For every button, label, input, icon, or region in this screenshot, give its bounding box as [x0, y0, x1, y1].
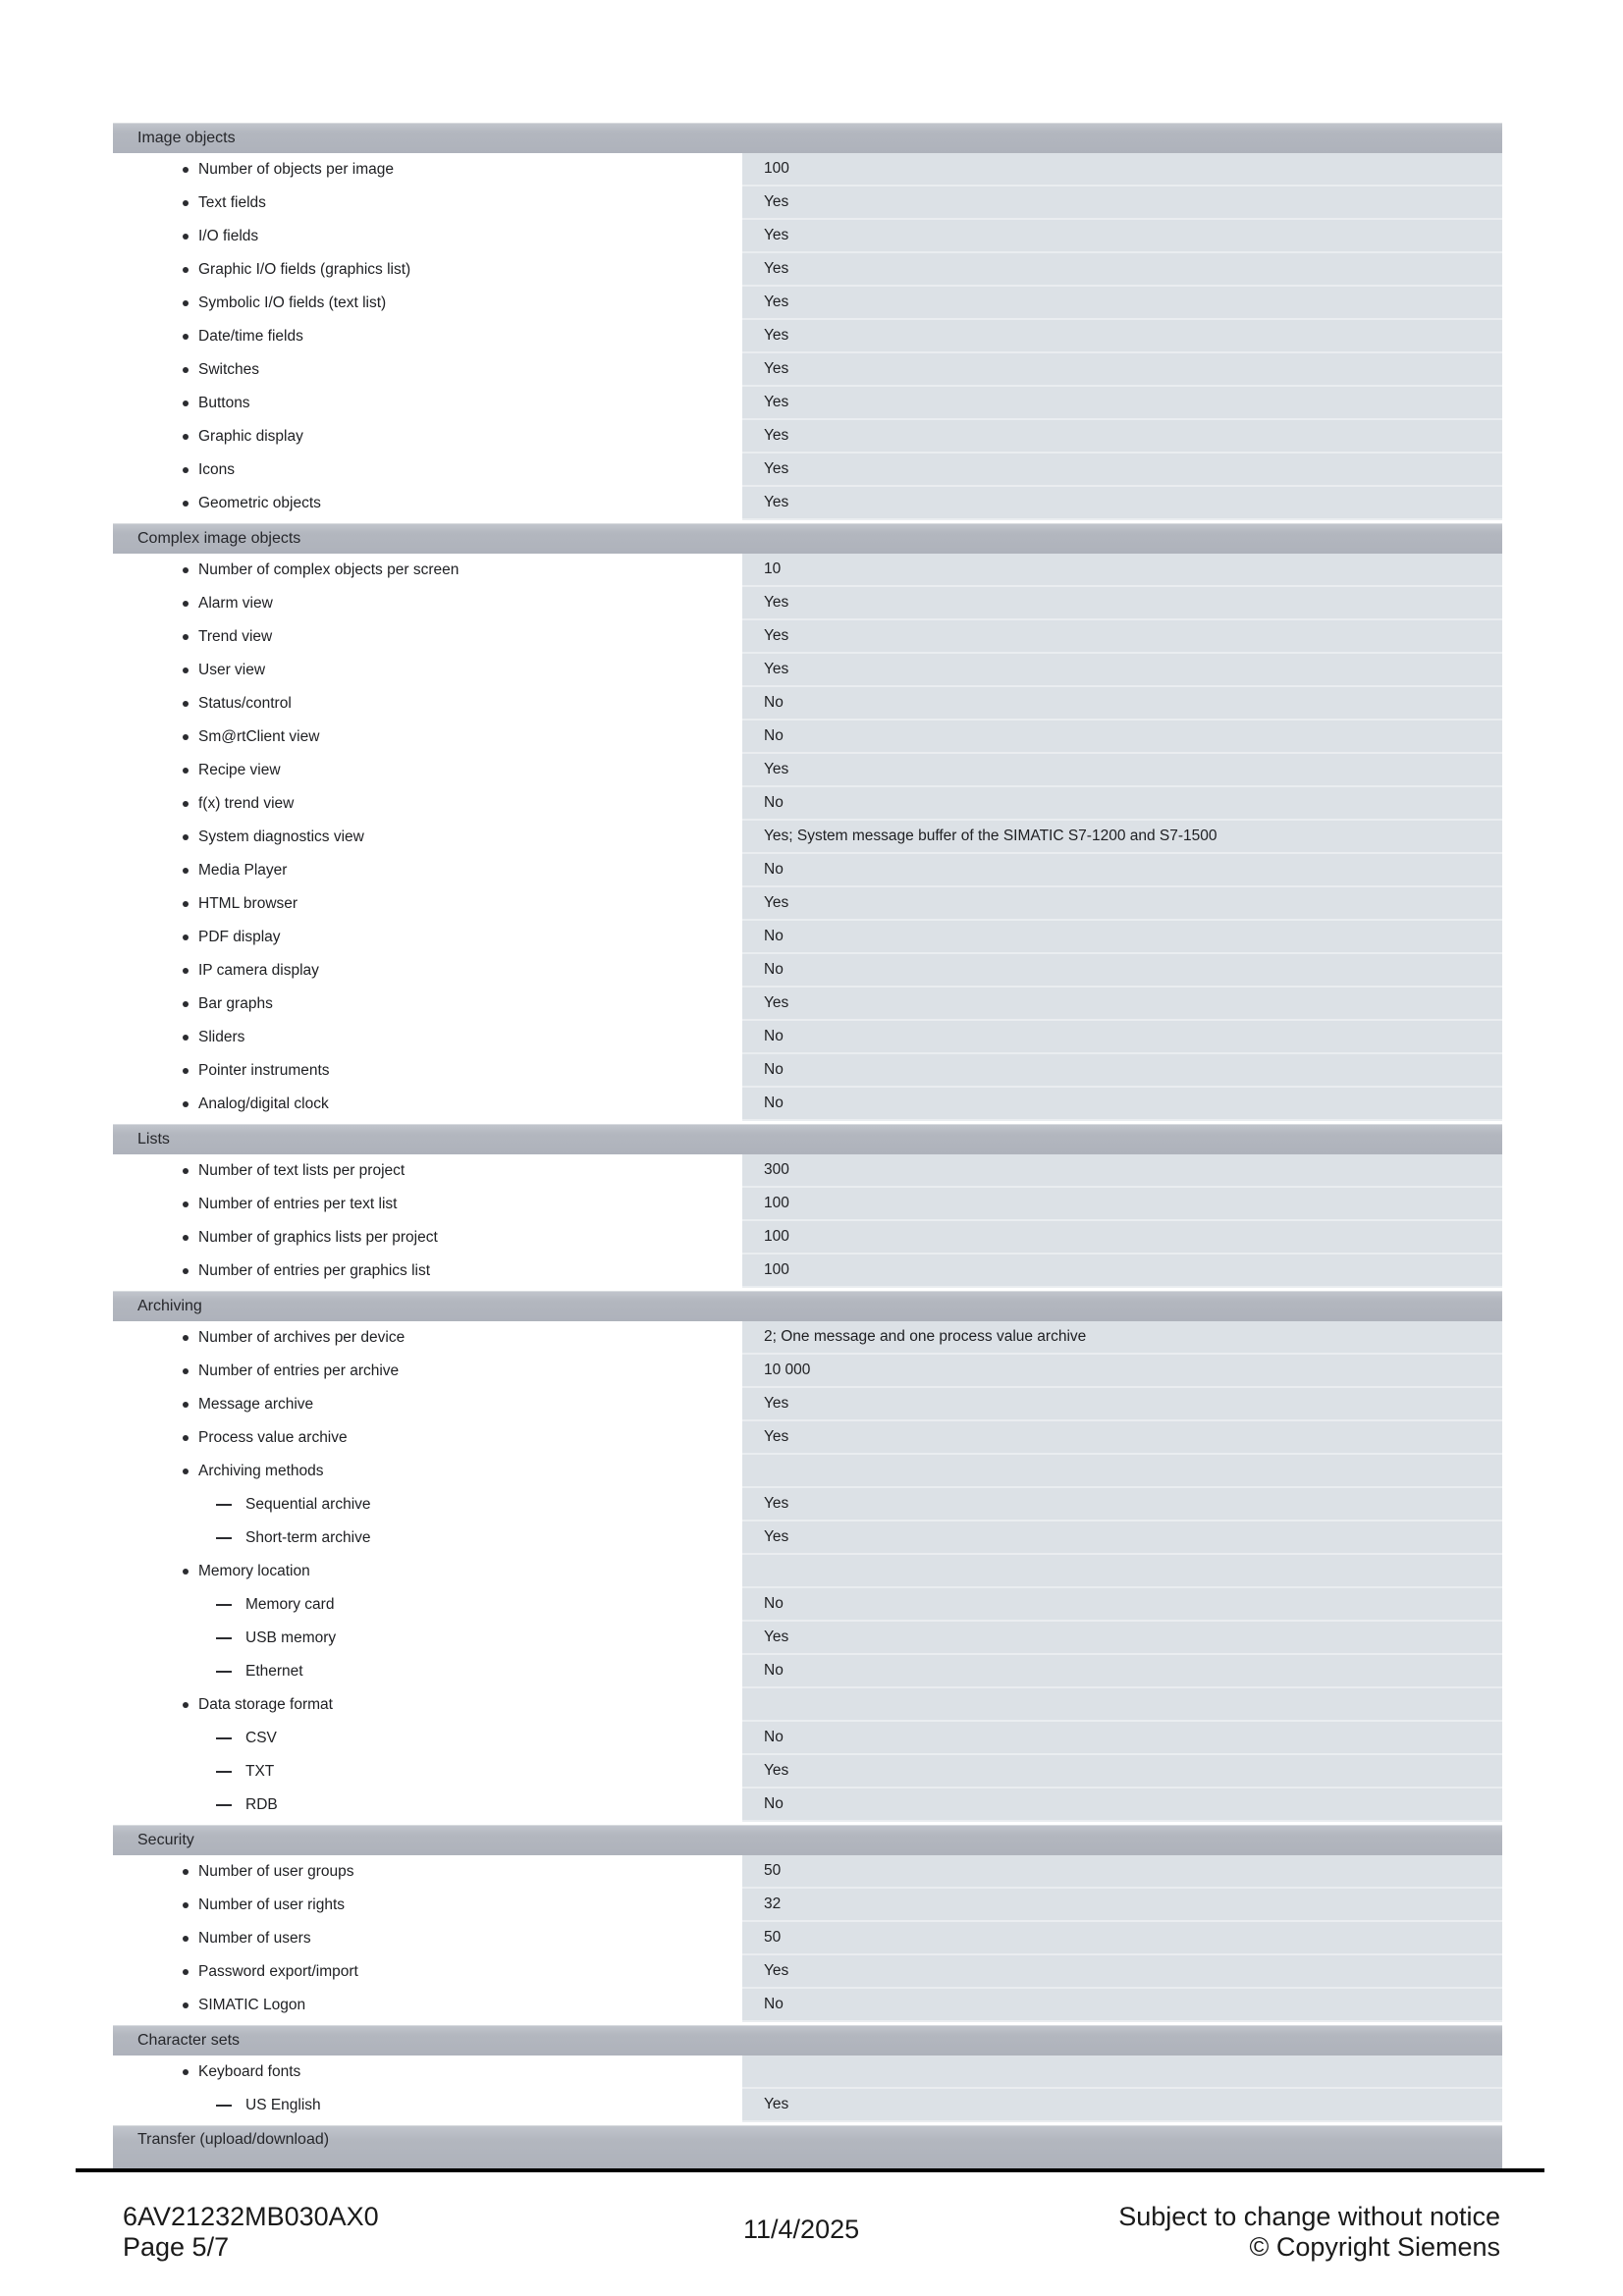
row-value: No	[742, 954, 1502, 988]
row-label-text: Number of entries per archive	[198, 1362, 400, 1379]
row-value: Yes	[742, 220, 1502, 253]
row-value: Yes	[742, 287, 1502, 320]
row-value: Yes	[742, 454, 1502, 487]
row-value: No	[742, 687, 1502, 721]
row-value: No	[742, 1021, 1502, 1054]
copyright: © Copyright Siemens	[1249, 2232, 1500, 2262]
row-label-text: Graphic I/O fields (graphics list)	[198, 261, 411, 278]
row-value: 32	[742, 1889, 1502, 1922]
row-label-text: Number of text lists per project	[198, 1162, 406, 1179]
section-title: Image objects	[137, 130, 236, 146]
footer-left	[123, 2202, 379, 2263]
row-label-text: Date/time fields	[198, 328, 303, 345]
row-value: No	[742, 1088, 1502, 1121]
row-value: 50	[742, 1922, 1502, 1955]
row-value: Yes	[742, 320, 1502, 353]
section-title: Lists	[137, 1131, 170, 1148]
page-number: Page 5/7	[123, 2232, 230, 2262]
row-label-text: Ethernet	[245, 1663, 303, 1680]
row-value: Yes	[742, 1622, 1502, 1655]
row-label-text: Number of entries per graphics list	[198, 1262, 431, 1279]
row-label-text: Password export/import	[198, 1963, 358, 1980]
change-notice: Subject to change without notice	[1118, 2202, 1500, 2231]
row-label-text: Memory card	[245, 1596, 335, 1613]
row-value: No	[742, 921, 1502, 954]
row-label-text: Number of graphics lists per project	[198, 1229, 438, 1246]
row-label-text: Symbolic I/O fields (text list)	[198, 294, 387, 311]
row-value: 100	[742, 1221, 1502, 1255]
footer-date: 11/4/2025	[743, 2215, 860, 2244]
row-value: Yes	[742, 1388, 1502, 1421]
row-label-text: RDB	[245, 1796, 278, 1813]
row-label-text: Text fields	[198, 194, 266, 211]
row-label-text: Number of user groups	[198, 1863, 354, 1880]
row-label-text: Number of archives per device	[198, 1329, 406, 1346]
row-label-text: f(x) trend view	[198, 795, 295, 812]
row-value: No	[742, 787, 1502, 821]
row-label-text: US English	[245, 2097, 321, 2113]
row-value: Yes	[742, 387, 1502, 420]
row-value: No	[742, 1722, 1502, 1755]
row-value: No	[742, 1655, 1502, 1688]
row-label-text: Recipe view	[198, 762, 281, 778]
row-label-text: Bar graphs	[198, 995, 273, 1012]
row-value: No	[742, 1054, 1502, 1088]
row-value: Yes	[742, 487, 1502, 520]
row-value: Yes	[742, 2089, 1502, 2122]
row-label-text: Status/control	[198, 695, 292, 712]
row-label-text: USB memory	[245, 1629, 337, 1646]
row-label-text: PDF display	[198, 929, 281, 945]
row-label-text: System diagnostics view	[198, 828, 364, 845]
order-number: 6AV21232MB030AX0	[123, 2202, 379, 2231]
row-value: Yes	[742, 187, 1502, 220]
row-label-text: IP camera display	[198, 962, 319, 979]
row-value: 300	[742, 1154, 1502, 1188]
footer-right	[1118, 2202, 1500, 2263]
row-label-text: Media Player	[198, 862, 288, 879]
row-label-text: CSV	[245, 1730, 277, 1746]
row-value: Yes	[742, 420, 1502, 454]
row-label-text: Alarm view	[198, 595, 273, 612]
row-value: Yes	[742, 620, 1502, 654]
row-value: No	[742, 1789, 1502, 1822]
row-label-text: Number of objects per image	[198, 161, 395, 178]
row-value: No	[742, 1989, 1502, 2022]
row-value: Yes	[742, 654, 1502, 687]
row-value: 10	[742, 554, 1502, 587]
row-label-text: Process value archive	[198, 1429, 348, 1446]
section-title: Security	[137, 1832, 194, 1848]
row-label-text: Sm@rtClient view	[198, 728, 320, 745]
row-label-text: Geometric objects	[198, 495, 321, 511]
row-value: 10 000	[742, 1355, 1502, 1388]
row-value: Yes	[742, 1755, 1502, 1789]
row-value: Yes	[742, 1488, 1502, 1522]
row-label-text: Buttons	[198, 395, 250, 411]
row-label-text: User view	[198, 662, 266, 678]
row-value: Yes; System message buffer of the SIMATIC S7-1200 and S7-1500	[742, 821, 1502, 854]
row-label-text: Number of users	[198, 1930, 311, 1947]
row-label-text: Icons	[198, 461, 236, 478]
row-label-text: Number of entries per text list	[198, 1196, 398, 1212]
row-label-text: Sequential archive	[245, 1496, 371, 1513]
row-label-text: Analog/digital clock	[198, 1095, 329, 1112]
row-value: Yes	[742, 353, 1502, 387]
row-label-text: Memory location	[198, 1563, 310, 1579]
row-value: No	[742, 854, 1502, 887]
row-value: Yes	[742, 253, 1502, 287]
row-value: Yes	[742, 988, 1502, 1021]
row-label-text: Trend view	[198, 628, 273, 645]
row-label-text: Switches	[198, 361, 260, 378]
row-value: Yes	[742, 587, 1502, 620]
row-label-text: TXT	[245, 1763, 275, 1780]
row-value: 100	[742, 1255, 1502, 1288]
row-label-text: Short-term archive	[245, 1529, 371, 1546]
row-value: Yes	[742, 887, 1502, 921]
row-label-text: HTML browser	[198, 895, 298, 912]
row-label-text: Sliders	[198, 1029, 245, 1045]
row-label-text: Number of user rights	[198, 1896, 346, 1913]
section-title: Character sets	[137, 2032, 241, 2049]
section-title: Complex image objects	[137, 530, 301, 547]
row-label-text: Archiving methods	[198, 1463, 324, 1479]
row-value: 100	[742, 1188, 1502, 1221]
row-label-text: Keyboard fonts	[198, 2063, 301, 2080]
section-title: Archiving	[137, 1298, 202, 1314]
row-value: 2; One message and one process value archive	[742, 1321, 1502, 1355]
row-label-text: SIMATIC Logon	[198, 1997, 306, 2013]
row-value: No	[742, 1588, 1502, 1622]
row-value: 50	[742, 1855, 1502, 1889]
row-label-text: Number of complex objects per screen	[198, 561, 460, 578]
row-label-text: Graphic display	[198, 428, 303, 445]
row-value: 100	[742, 153, 1502, 187]
row-label-text: I/O fields	[198, 228, 259, 244]
section-title: Transfer (upload/download)	[137, 2131, 330, 2148]
row-label-text: Pointer instruments	[198, 1062, 330, 1079]
row-value: Yes	[742, 1421, 1502, 1455]
row-value: Yes	[742, 1522, 1502, 1555]
row-value: Yes	[742, 1955, 1502, 1989]
row-label-text: Message archive	[198, 1396, 314, 1413]
row-value: No	[742, 721, 1502, 754]
row-label-text: Data storage format	[198, 1696, 333, 1713]
row-value: Yes	[742, 754, 1502, 787]
